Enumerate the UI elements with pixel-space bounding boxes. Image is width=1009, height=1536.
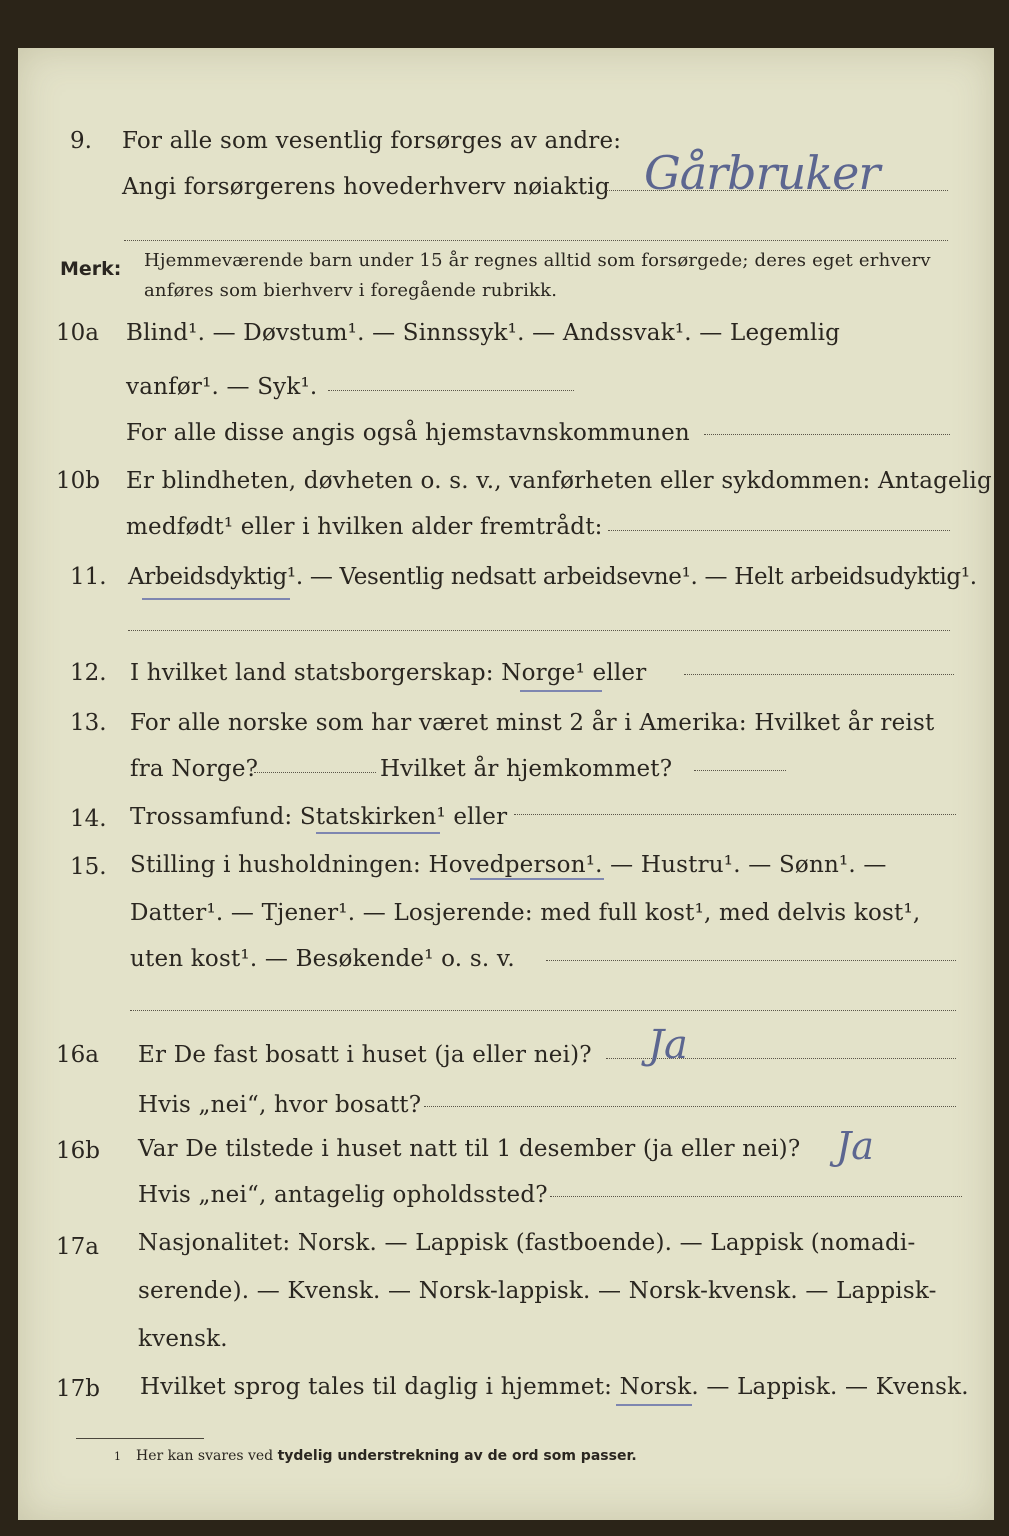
q15-answer-line2 — [130, 1010, 956, 1011]
footnote-mark: 1 — [114, 1450, 121, 1463]
q14-pencil-underline — [316, 832, 440, 834]
q10b-line1: Er blindheten, døvheten o. s. v., vanførheten eller sykdommen: Antagelig — [126, 468, 992, 494]
q13-line2a: fra Norge? — [130, 756, 259, 782]
q17b-pencil-underline — [616, 1404, 692, 1406]
q16a-handwritten-answer: Ja — [648, 1022, 688, 1068]
merk-line2: anføres som bierhverv i foregående rubrikk. — [144, 280, 558, 301]
q15-number: 15. — [70, 854, 107, 880]
q10a-line3: For alle disse angis også hjemstavnskommunen — [126, 420, 690, 446]
q16a-number: 16a — [56, 1042, 99, 1068]
q12-number: 12. — [70, 660, 107, 686]
q16b-line2: Hvis „nei“, antagelig opholdssted? — [138, 1182, 548, 1208]
q15-answer-line1 — [546, 960, 956, 961]
footnote-rule — [76, 1438, 204, 1439]
census-form-page — [18, 48, 994, 1520]
q10b-line2: medfødt¹ eller i hvilken alder fremtrådt: — [126, 514, 603, 540]
q17a-line3: kvensk. — [138, 1326, 228, 1352]
q9-handwritten-answer: Gårbruker — [644, 146, 880, 200]
q10a-answer-line2 — [704, 434, 950, 435]
q13-answer-line2 — [694, 770, 786, 771]
q9-line2: Angi forsørgerens hovederhverv nøiaktig — [122, 174, 610, 200]
q17a-line1: Nasjonalitet: Norsk. — Lappisk (fastboende). — Lappisk (nomadi- — [138, 1230, 916, 1256]
q13-number: 13. — [70, 710, 107, 736]
q16a-line1: Er De fast bosatt i huset (ja eller nei)? — [138, 1042, 592, 1068]
q14-line1: Trossamfund: Statskirken¹ eller — [130, 804, 508, 830]
q10a-line2: vanfør¹. — Syk¹. — [126, 374, 318, 400]
q15-line3: uten kost¹. — Besøkende¹ o. s. v. — [130, 946, 515, 972]
q10b-number: 10b — [56, 468, 100, 494]
q10a-answer-line1 — [328, 390, 574, 391]
q12-pencil-underline — [520, 690, 602, 692]
q11-number: 11. — [70, 564, 107, 590]
q12-line1: I hvilket land statsborgerskap: Norge¹ eller — [130, 660, 647, 686]
q11-line1: Arbeidsdyktig¹. — Vesentlig nedsatt arbeidsevne¹. — Helt arbeidsudyktig¹. — [128, 564, 977, 590]
q9-number: 9. — [70, 128, 92, 154]
q17b-number: 17b — [56, 1376, 100, 1402]
q13-line2b: Hvilket år hjemkommet? — [380, 756, 673, 782]
footnote-text-b: tydelig understrekning av de ord som passer. — [277, 1448, 637, 1464]
q14-answer-line — [514, 814, 956, 815]
footnote-text-a: Her kan svares ved — [136, 1448, 278, 1464]
q11-pencil-underline — [142, 598, 290, 600]
q14-number: 14. — [70, 806, 107, 832]
q16b-line1: Var De tilstede i huset natt til 1 desember (ja eller nei)? — [138, 1136, 801, 1162]
q15-line1: Stilling i husholdningen: Hovedperson¹. — Hustru¹. — Sønn¹. — — [130, 852, 887, 878]
merk-label: Merk: — [60, 258, 122, 280]
footnote-text — [136, 1448, 637, 1464]
q17a-number: 17a — [56, 1234, 99, 1260]
q16b-handwritten-answer: Ja — [836, 1124, 874, 1168]
q17b-line1: Hvilket sprog tales til daglig i hjemmet: Norsk. — Lappisk. — Kvensk. — [140, 1374, 969, 1400]
q13-answer-line1 — [254, 772, 376, 773]
q10a-number: 10a — [56, 320, 99, 346]
q13-line1: For alle norske som har været minst 2 år i Amerika: Hvilket år reist — [130, 710, 935, 736]
q15-pencil-underline — [470, 878, 604, 880]
q15-line2: Datter¹. — Tjener¹. — Losjerende: med full kost¹, med delvis kost¹, — [130, 900, 921, 926]
q12-answer-line — [684, 674, 954, 675]
q10b-answer-line — [608, 530, 950, 531]
q11-answer-line — [128, 630, 950, 631]
q17a-line2: serende). — Kvensk. — Norsk-lappisk. — Norsk-kvensk. — Lappisk- — [138, 1278, 937, 1304]
q9-extra-line — [124, 240, 948, 241]
q16a-answer-line2 — [424, 1106, 956, 1107]
q16b-number: 16b — [56, 1138, 100, 1164]
merk-line1: Hjemmeværende barn under 15 år regnes alltid som forsørgede; deres eget erhverv — [144, 250, 931, 271]
q16a-line2: Hvis „nei“, hvor bosatt? — [138, 1092, 422, 1118]
q9-line1: For alle som vesentlig forsørges av andre: — [122, 128, 622, 154]
q10a-line1: Blind¹. — Døvstum¹. — Sinnssyk¹. — Andssvak¹. — Legemlig — [126, 320, 841, 346]
q16b-answer-line — [550, 1196, 962, 1197]
